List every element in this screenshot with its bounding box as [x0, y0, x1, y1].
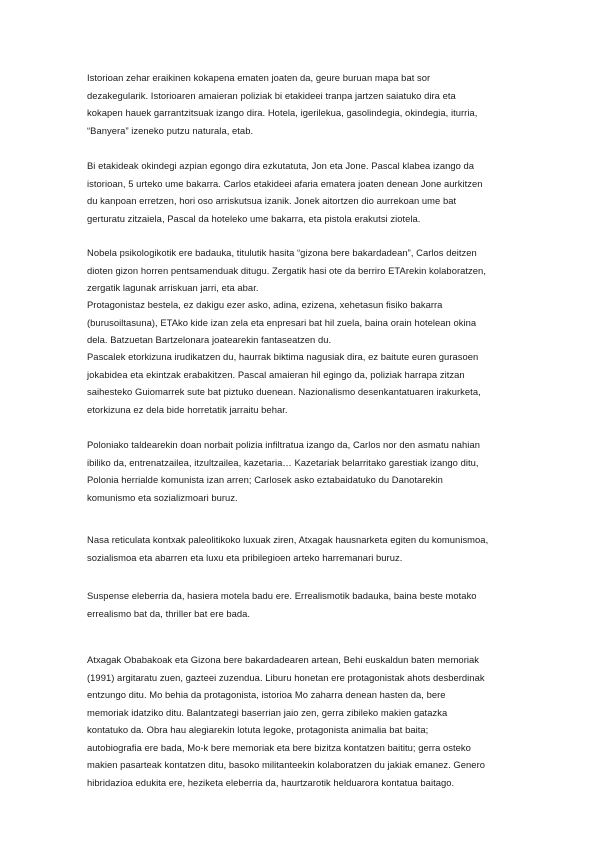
text-line: (1991) argitaratu zuen, gazteei zuzendua. Liburu honetan ere protagonistak ahots desberdinak [87, 671, 485, 683]
text-line: Nobela psikologikotik ere badauka, titulutik hasita “gizona bere bakardadean”, Carlos deitzen [87, 247, 477, 258]
text-line: errealismo bat da, thriller bat ere bada. [87, 607, 251, 619]
text-line: Bi etakideak okindegi azpian egongo dira ezkutatuta, Jon eta Jone. Pascal klabea izango da [87, 160, 475, 171]
text-line: Poloniako taldearekin doan norbait polizia infiltratua izango da, Carlos nor den asmatu nahian [87, 439, 480, 450]
text-line: Protagonistaz bestela, ez dakigu ezer asko, adina, ezizena, xehetasun fisiko bakarra [87, 299, 443, 310]
text-line: Istorioan zehar eraikinen kokapena ematen joaten da, geure buruan mapa bat sor [87, 72, 431, 83]
paragraph-suspense [87, 587, 527, 622]
text-line: zergatik lagunak arriskuan jarri, eta abar. [87, 282, 259, 293]
text-line: (burusoiltasuna), ETAko kide izan zela eta enpresari bat hil zuela, baina orain hotelean okina [87, 316, 477, 328]
text-line: hibridazioa edukita ere, heziketa eleberria da, haurtzarotik helduarora kontatua baitago. [87, 776, 455, 788]
paragraph-etakideak [87, 157, 527, 227]
paragraph-behi-euskaldun [87, 651, 527, 791]
text-line: autobiografia ere bada, Mo-k bere memoriak eta bere bizitza kontatzen baititu; gerra osteko [87, 741, 471, 753]
text-line: Nasa reticulata kontxak paleolitikoko luxuak ziren, Atxagak hausnarketa egiten du komunismoa, [87, 534, 489, 545]
text-line: kokapen hauek garrantzitsuak izango dira. Hotela, igerilekua, gasolindegia, okindegia, iturria, [87, 107, 478, 118]
text-line: makien pasarteak kontatzen ditu, basoko militanteekin kolaboratzen du jakiak emanez. Genero [87, 759, 486, 770]
text-line: dela. Batzuetan Bartzelonara joatearekin fantaseatzen du. [87, 334, 332, 345]
text-line: Polonia herrialde komunista izan arren; Carlosek asko eztabaidatuko du Danotarekin [87, 474, 443, 485]
text-line: saihesteko Guiomarrek sute bat piztuko duenean. Nazionalismo desenkantatuaren irakurketa, [87, 386, 481, 397]
text-line: dioten gizon horren pentsamenduak ditugu. Zergatik hasi ote da berriro ETArekin kolaboratzen, [87, 264, 486, 276]
text-line: sozialismoa eta abarren eta luxu eta pribilegioen arteko harremanari buruz. [87, 551, 403, 563]
paragraph-psychological-novel [87, 244, 527, 297]
text-line: etorkizuna ez dela bide horretatik jarraitu behar. [87, 403, 288, 415]
text-line: entzungo ditu. Mo behia da protagonista, istorioa Mo zaharra denean hasten da, bere [87, 689, 446, 700]
text-line: komunismo eta sozializmoari buruz. [87, 491, 238, 503]
paragraph-pascal [87, 348, 527, 418]
paragraph-nasa-reticulata [87, 531, 527, 566]
text-line: Suspense eleberria da, hasiera motela badu ere. Errealismotik badauka, baina beste motako [87, 590, 477, 601]
text-line: istorioan, 5 urteko ume bakarra. Carlos etakideei afaria ematera joaten denean Jone aurkitzen [87, 177, 483, 189]
text-line: “Banyera” izeneko putzu naturala, etab. [87, 124, 254, 136]
text-line: memoriak idatziko ditu. Balantzategi baserrian jaio zen, gerra zibileko makien gatazka [87, 706, 448, 718]
text-line: gerturatu zitzaiela, Pascal da hoteleko ume bakarra, eta pistola erakutsi ziotela. [87, 212, 421, 224]
paragraph-protagonist [87, 296, 527, 349]
text-line: dezakegularik. Istorioaren amaieran poliziak bi etakideei tranpa jartzen saiatuko dira eta [87, 89, 456, 101]
paragraph-building-locations [87, 69, 527, 139]
text-line: jokabidea eta ekintzak erabakitzen. Pascal amaieran hil egingo da, poliziak harrapa zitzan [87, 368, 465, 380]
text-line: Atxagak Obabakoak eta Gizona bere bakardadearen artean, Behi euskaldun baten memoriak [87, 654, 479, 665]
text-line: ibiliko da, entrenatzailea, itzultzailea, kazetaria… Kazetariak belarritako garestiak izango ditu, [87, 456, 479, 468]
text-line: Pascalek etorkizuna irudikatzen du, haurrak biktima nagusiak dira, ez baitute euren gurasoen [87, 351, 479, 362]
paragraph-poland [87, 436, 527, 506]
text-line: du kanpoan erretzen, hori oso arriskutsua izanik. Jonek aitortzen dio aurrekoan ume bat [87, 195, 457, 206]
text-line: kontatuko da. Obra hau alegiarekin lotuta legoke, protagonista animalia bat baita; [87, 724, 429, 735]
